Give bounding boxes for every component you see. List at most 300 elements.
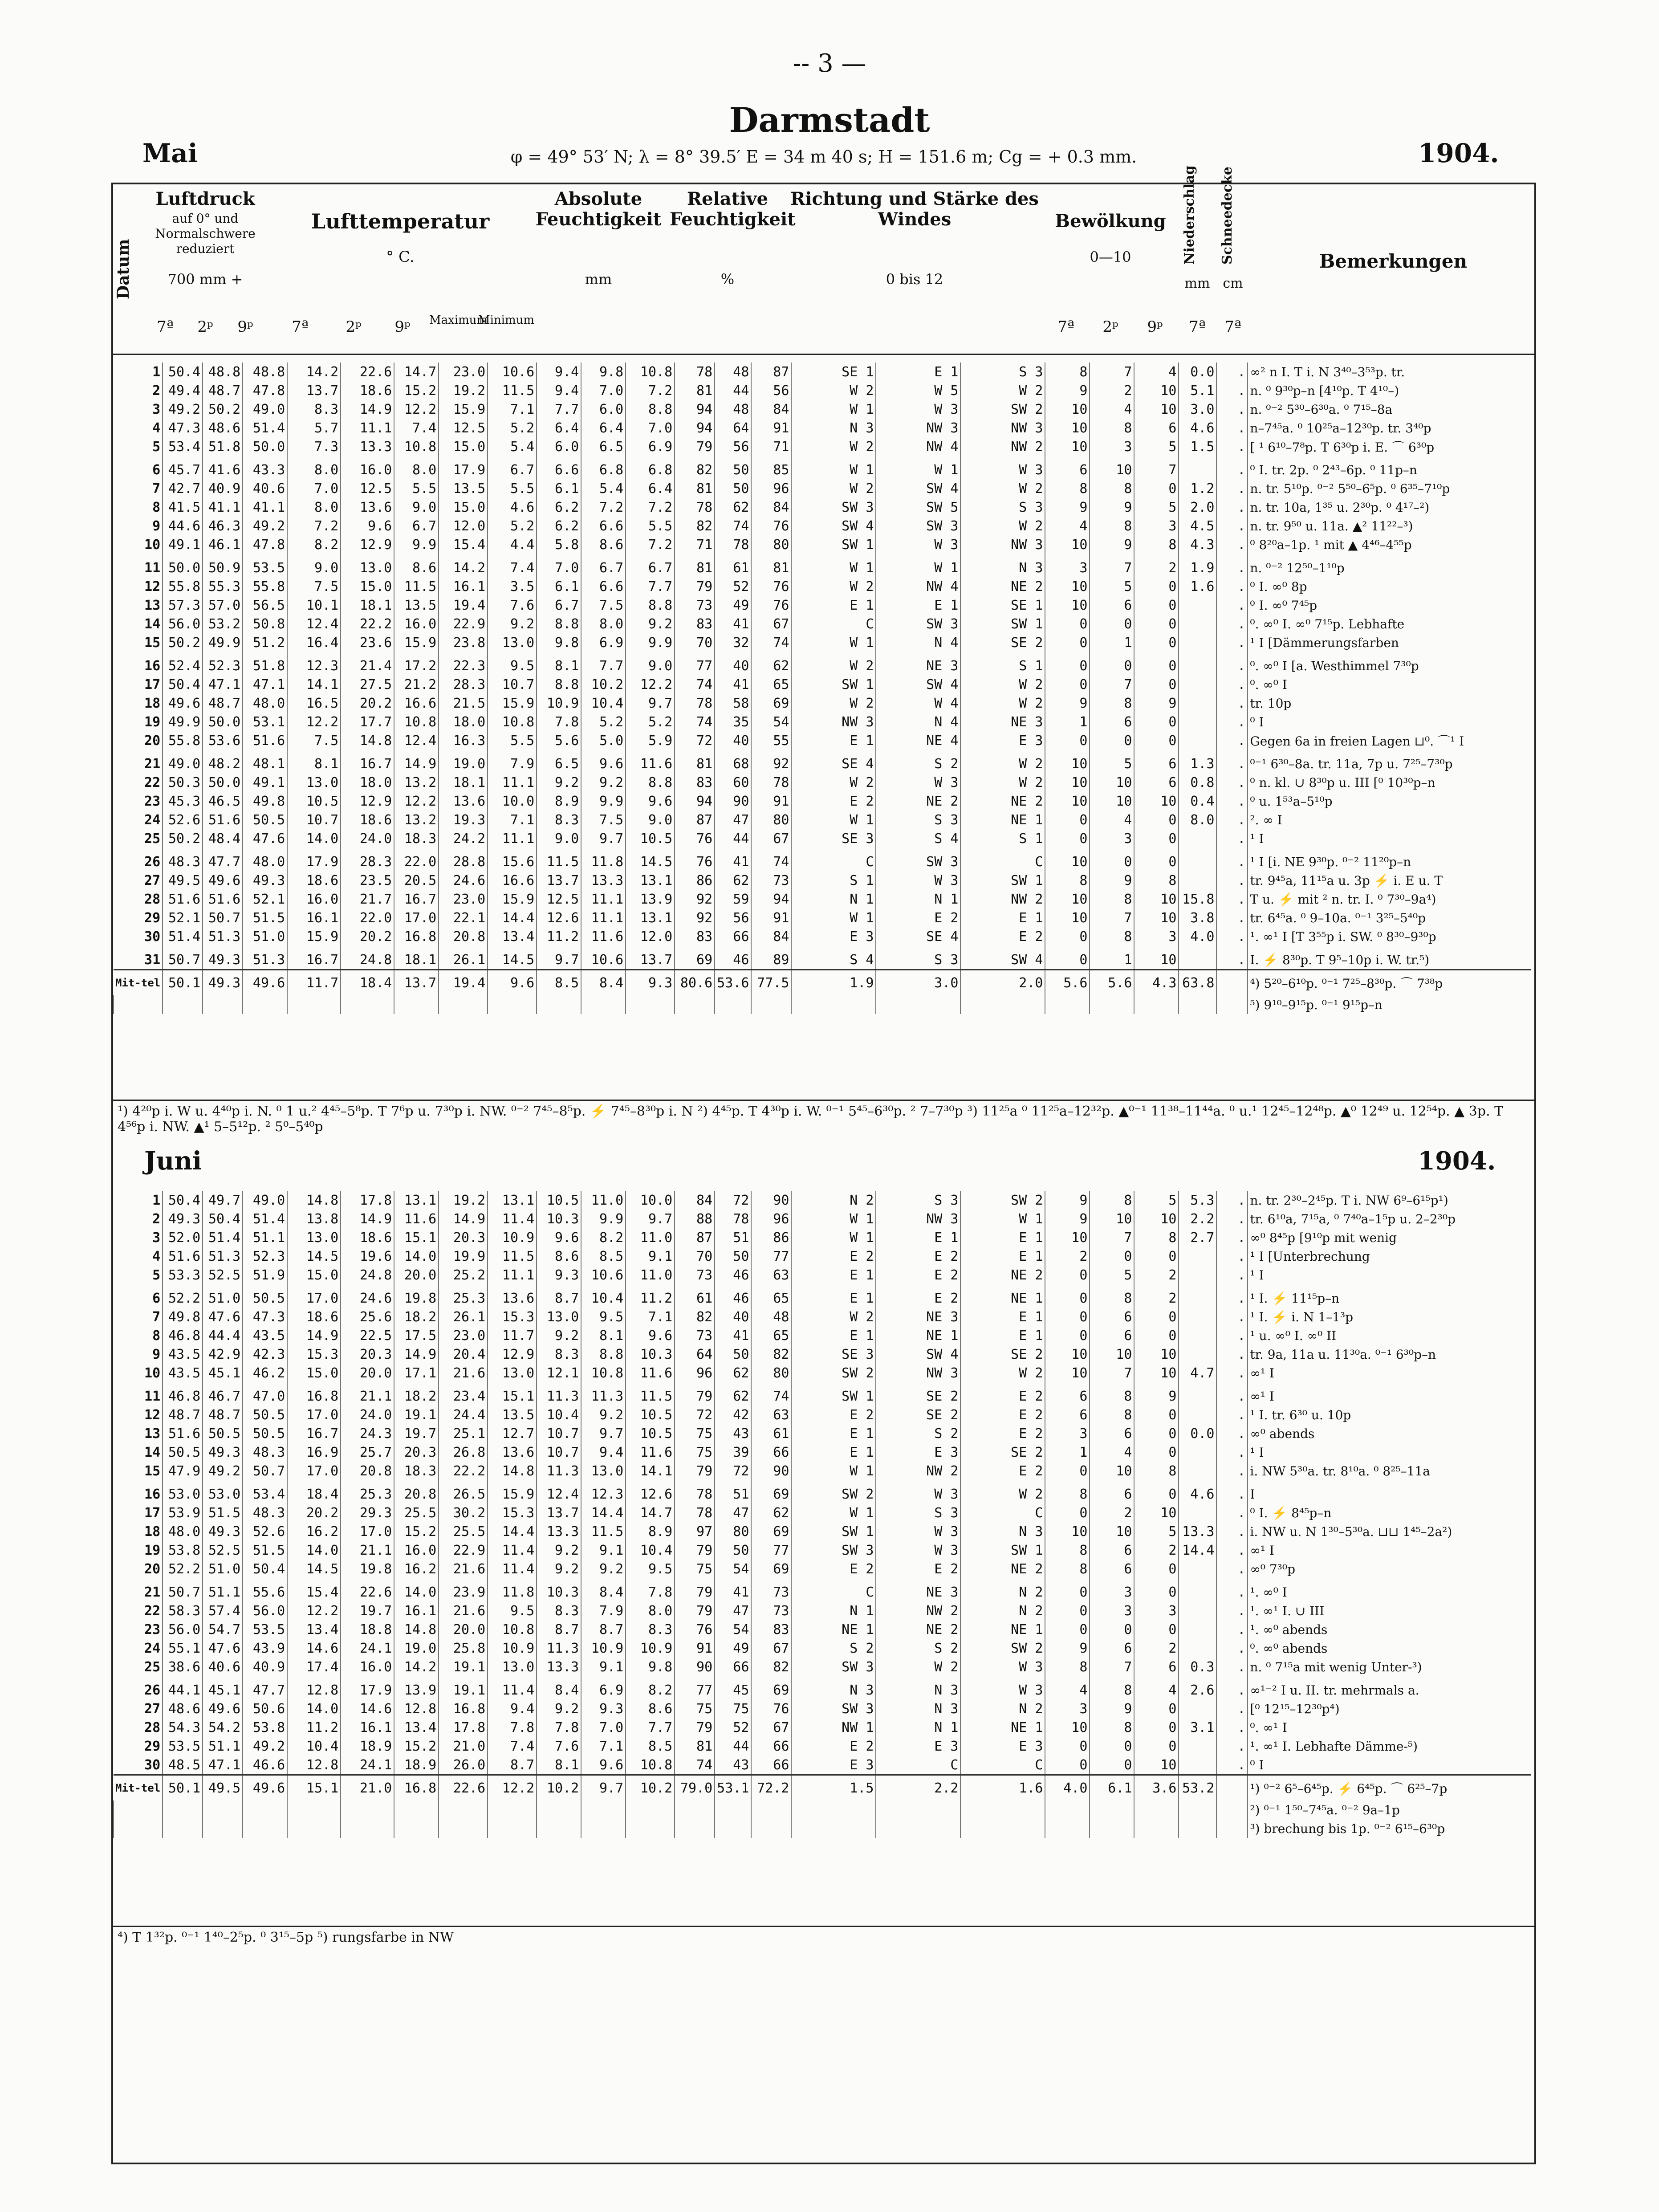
value-cell: 64: [715, 419, 751, 437]
remark-cell: tr. 9a, 11a u. 11³⁰a. ⁰⁻¹ 6³⁰p–n: [1248, 1345, 1531, 1364]
value-cell: 56: [715, 908, 751, 927]
value-cell: 50.2: [163, 829, 203, 848]
value-cell: 62: [715, 1382, 751, 1405]
value-cell: W 2: [791, 479, 876, 498]
value-cell: 2: [1134, 1284, 1179, 1308]
remark-cell: ⁰ I: [1248, 1756, 1531, 1775]
value-cell: NW 3: [791, 713, 876, 731]
value-cell: 12.0: [626, 927, 675, 946]
blank-cell: [488, 1819, 537, 1838]
value-cell: 0: [1045, 652, 1090, 675]
value-cell: 53.5: [163, 1737, 203, 1756]
remark-cell: ⁰. ∞⁰ abends: [1248, 1639, 1531, 1658]
value-cell: 13.7: [537, 871, 581, 890]
value-cell: 79: [675, 577, 715, 596]
value-cell: E 1: [791, 1326, 876, 1345]
value-cell: 5.7: [287, 419, 341, 437]
value-cell: N 1: [876, 890, 960, 908]
value-cell: 14.0: [287, 1541, 341, 1560]
value-cell: 62: [715, 498, 751, 517]
day-cell: 7: [152, 481, 161, 497]
value-cell: 74: [675, 713, 715, 731]
value-cell: 0: [1045, 1462, 1090, 1480]
value-cell: SW 1: [791, 1382, 876, 1405]
day-cell: 7: [152, 1309, 161, 1325]
blank-cell: [341, 1819, 394, 1838]
remark-cell: i. NW 5³⁰a. tr. 8¹⁰a. ⁰ 8²⁵–11a: [1248, 1462, 1531, 1480]
value-cell: 73: [675, 596, 715, 615]
value-cell: 7.0: [581, 1718, 626, 1737]
value-cell: C: [791, 1578, 876, 1601]
value-cell: 50.2: [203, 400, 243, 419]
value-cell: 10: [1134, 946, 1179, 970]
value-cell: 47: [715, 1503, 751, 1522]
value-cell: 16.4: [287, 633, 341, 652]
mean-cell: 8.4: [581, 970, 626, 996]
blank-cell: [1216, 1801, 1248, 1819]
value-cell: 15.0: [341, 577, 394, 596]
value-cell: [1179, 1756, 1216, 1775]
blank-cell: [394, 1801, 439, 1819]
value-cell: 62: [715, 1364, 751, 1382]
remark-cell: ¹. ∞¹ I [T 3⁵⁵p i. SW. ⁰ 8³⁰–9³⁰p: [1248, 927, 1531, 946]
value-cell: 46.8: [163, 1326, 203, 1345]
value-cell: 13.9: [626, 890, 675, 908]
value-cell: 8: [1090, 1382, 1134, 1405]
blank-cell: [791, 995, 876, 1014]
value-cell: 24.4: [439, 1405, 488, 1424]
value-cell: 18.8: [341, 1620, 394, 1639]
value-cell: 47.1: [203, 675, 243, 694]
table-row: [114, 1658, 1531, 1676]
value-cell: 11.2: [626, 1284, 675, 1308]
value-cell: N 1: [791, 1601, 876, 1620]
value-cell: 13.0: [287, 1228, 341, 1247]
value-cell: 78: [675, 498, 715, 517]
value-cell: 9.5: [488, 1601, 537, 1620]
value-cell: 8.4: [537, 1676, 581, 1699]
value-cell: 50.8: [243, 615, 287, 633]
value-cell: W 3: [876, 1522, 960, 1541]
table-row: [114, 908, 1531, 927]
value-cell: 23.8: [439, 633, 488, 652]
blank-cell: [1045, 1819, 1090, 1838]
blank-cell: [203, 1819, 243, 1838]
value-cell: [1179, 1284, 1216, 1308]
value-cell: 8.8: [626, 400, 675, 419]
value-cell: 14.1: [626, 1462, 675, 1480]
value-cell: 10.4: [581, 694, 626, 713]
value-cell: 51.5: [243, 908, 287, 927]
value-cell: 14.0: [287, 1699, 341, 1718]
value-cell: 10.6: [488, 363, 537, 381]
value-cell: 15.3: [488, 1308, 537, 1326]
day-cell: 19: [144, 1542, 161, 1558]
value-cell: 51.8: [243, 652, 287, 675]
value-cell: 20.3: [394, 1443, 439, 1462]
value-cell: 94: [675, 419, 715, 437]
blank-cell: [1045, 1801, 1090, 1819]
value-cell: 32: [715, 633, 751, 652]
day-cell: 18: [144, 1524, 161, 1540]
mean-cell: 10.2: [626, 1775, 675, 1801]
value-cell: 0: [1134, 1247, 1179, 1266]
value-cell: 14.9: [394, 750, 439, 773]
value-cell: W 2: [791, 652, 876, 675]
value-cell: 13.4: [488, 927, 537, 946]
value-cell: 52.5: [203, 1266, 243, 1284]
remark-cell: [⁰ 12¹⁵–12³⁰p⁴): [1248, 1699, 1531, 1718]
value-cell: 7: [1090, 908, 1134, 927]
value-cell: 49.3: [203, 1443, 243, 1462]
value-cell: 46.6: [243, 1756, 287, 1775]
value-cell: 8.7: [537, 1284, 581, 1308]
value-cell: 0: [1045, 1756, 1090, 1775]
blank-cell: [960, 995, 1045, 1014]
value-cell: 51: [715, 1228, 751, 1247]
value-cell: [1179, 694, 1216, 713]
day-cell: 16: [144, 1486, 161, 1502]
value-cell: 7.8: [626, 1578, 675, 1601]
value-cell: 9.6: [626, 792, 675, 811]
value-cell: 11.6: [581, 927, 626, 946]
value-cell: 10.0: [626, 1191, 675, 1210]
value-cell: [1179, 1326, 1216, 1345]
value-cell: 16.8: [394, 927, 439, 946]
value-cell: 18.6: [341, 811, 394, 829]
mean-cell: 19.4: [439, 970, 488, 996]
value-cell: 2: [1045, 1247, 1090, 1266]
value-cell: 41: [715, 675, 751, 694]
value-cell: 60: [715, 773, 751, 792]
value-cell: 13.0: [488, 1364, 537, 1382]
value-cell: W 1: [791, 908, 876, 927]
value-cell: 10: [1045, 535, 1090, 554]
table-row: [114, 554, 1531, 577]
value-cell: 11.0: [626, 1228, 675, 1247]
value-cell: 46.7: [203, 1382, 243, 1405]
value-cell: 4.6: [1179, 419, 1216, 437]
header-abs-feucht: Absolute Feuchtigkeit: [535, 188, 662, 230]
blank-cell: [203, 1801, 243, 1819]
value-cell: 49.2: [243, 1737, 287, 1756]
value-cell: 20.8: [439, 927, 488, 946]
blank-cell: [1090, 1819, 1134, 1838]
header-schnee-unit: cm: [1223, 276, 1243, 291]
value-cell: 9.5: [488, 652, 537, 675]
value-cell: [1179, 848, 1216, 871]
value-cell: 11.2: [537, 927, 581, 946]
value-cell: 74: [751, 848, 791, 871]
value-cell: 45.1: [203, 1676, 243, 1699]
day-cell: 5: [152, 439, 161, 455]
value-cell: 90: [675, 1658, 715, 1676]
value-cell: E 1: [791, 1424, 876, 1443]
value-cell: 24.1: [341, 1639, 394, 1658]
header-lufttemp: Lufttemperatur: [311, 209, 490, 233]
value-cell: 0: [1045, 1326, 1090, 1345]
value-cell: 7.4: [488, 1737, 537, 1756]
value-cell: .: [1216, 890, 1248, 908]
value-cell: 48.3: [243, 1443, 287, 1462]
blank-cell: [751, 1819, 791, 1838]
value-cell: 0: [1045, 1308, 1090, 1326]
value-cell: E 2: [960, 1462, 1045, 1480]
table-row: [114, 675, 1531, 694]
value-cell: 6.0: [537, 437, 581, 456]
value-cell: 19.9: [439, 1247, 488, 1266]
value-cell: .: [1216, 1228, 1248, 1247]
mean-row: [114, 1775, 1531, 1801]
value-cell: 23.9: [439, 1578, 488, 1601]
june-header: [113, 1142, 1534, 1176]
value-cell: 47.8: [243, 535, 287, 554]
value-cell: 23.6: [341, 633, 394, 652]
value-cell: 12.8: [287, 1676, 341, 1699]
value-cell: 12.7: [488, 1424, 537, 1443]
value-cell: 0: [1090, 652, 1134, 675]
value-cell: 5.3: [1179, 1191, 1216, 1210]
value-cell: 96: [751, 479, 791, 498]
value-cell: 50: [715, 479, 751, 498]
value-cell: 2.6: [1179, 1676, 1216, 1699]
value-cell: 16.7: [287, 1424, 341, 1443]
mean-cell: 18.4: [341, 970, 394, 996]
value-cell: 6: [1090, 713, 1134, 731]
value-cell: 16.5: [287, 694, 341, 713]
value-cell: 11.8: [488, 1578, 537, 1601]
value-cell: 11.4: [488, 1676, 537, 1699]
value-cell: 8: [1134, 1228, 1179, 1247]
value-cell: 1: [1045, 1443, 1090, 1462]
day-cell: 28: [144, 891, 161, 907]
day-cell: 30: [144, 929, 161, 945]
value-cell: 10: [1045, 750, 1090, 773]
value-cell: 15.0: [439, 437, 488, 456]
value-cell: 8: [1134, 1462, 1179, 1480]
value-cell: 8: [1090, 479, 1134, 498]
value-cell: 5.5: [488, 731, 537, 750]
value-cell: 13.4: [287, 1620, 341, 1639]
value-cell: W 1: [791, 400, 876, 419]
value-cell: 24.8: [341, 946, 394, 970]
value-cell: 14.8: [287, 1191, 341, 1210]
value-cell: 41.5: [163, 498, 203, 517]
value-cell: E 1: [960, 908, 1045, 927]
value-cell: 49.0: [163, 750, 203, 773]
value-cell: 9: [1045, 694, 1090, 713]
value-cell: N 3: [876, 1676, 960, 1699]
value-cell: 76: [751, 1699, 791, 1718]
day-cell: 23: [144, 793, 161, 809]
value-cell: 6.4: [581, 419, 626, 437]
value-cell: N 3: [960, 1522, 1045, 1541]
day-cell: 6: [152, 1290, 161, 1306]
value-cell: 10: [1134, 890, 1179, 908]
value-cell: 19.1: [439, 1658, 488, 1676]
value-cell: 9: [1045, 498, 1090, 517]
value-cell: 79: [675, 1718, 715, 1737]
blank-cell: [626, 1801, 675, 1819]
table-row: [114, 363, 1531, 381]
mean-cell: 21.0: [341, 1775, 394, 1801]
value-cell: 73: [675, 1326, 715, 1345]
value-cell: 10.4: [287, 1737, 341, 1756]
value-cell: 7.9: [581, 1601, 626, 1620]
value-cell: 2: [1134, 1639, 1179, 1658]
value-cell: 22.5: [341, 1326, 394, 1345]
value-cell: 30.2: [439, 1503, 488, 1522]
value-cell: 9.2: [537, 1326, 581, 1345]
value-cell: 80: [751, 535, 791, 554]
value-cell: 8.6: [626, 1699, 675, 1718]
value-cell: 0: [1045, 1578, 1090, 1601]
value-cell: 84: [751, 927, 791, 946]
mean-cell: 13.7: [394, 970, 439, 996]
value-cell: 83: [675, 615, 715, 633]
remark-cell: ⁰ 8²⁰a–1p. ¹ mit ▲ 4⁴⁶–4⁵⁵p: [1248, 535, 1531, 554]
value-cell: NE 1: [960, 1620, 1045, 1639]
value-cell: 69: [675, 946, 715, 970]
value-cell: S 2: [791, 1639, 876, 1658]
value-cell: 8.0: [581, 615, 626, 633]
blank-cell: [1179, 1819, 1216, 1838]
value-cell: 55.1: [163, 1639, 203, 1658]
table-row: [114, 890, 1531, 908]
value-cell: 10.6: [581, 946, 626, 970]
value-cell: SE 3: [791, 1345, 876, 1364]
value-cell: 41.1: [203, 498, 243, 517]
value-cell: E 2: [791, 1247, 876, 1266]
value-cell: [1179, 675, 1216, 694]
value-cell: 50.7: [163, 946, 203, 970]
value-cell: 7.2: [287, 517, 341, 535]
month-label-may: Mai: [142, 138, 198, 168]
value-cell: 44.1: [163, 1676, 203, 1699]
value-cell: .: [1216, 381, 1248, 400]
value-cell: 12.9: [341, 792, 394, 811]
value-cell: 14.9: [341, 1210, 394, 1228]
value-cell: 15.9: [287, 927, 341, 946]
value-cell: 1.9: [1179, 554, 1216, 577]
value-cell: 14.8: [341, 731, 394, 750]
header-bemerkungen: Bemerkungen: [1319, 250, 1468, 272]
value-cell: 10: [1090, 456, 1134, 479]
mean-cell: 1.9: [791, 970, 876, 996]
value-cell: 39: [715, 1443, 751, 1462]
value-cell: 7.4: [488, 554, 537, 577]
value-cell: 6.4: [537, 419, 581, 437]
value-cell: 7.0: [287, 479, 341, 498]
value-cell: 3.0: [1179, 400, 1216, 419]
value-cell: 20.2: [341, 694, 394, 713]
value-cell: 10.5: [626, 1405, 675, 1424]
value-cell: 9.0: [537, 829, 581, 848]
value-cell: 9.9: [581, 1210, 626, 1228]
value-cell: 70: [675, 633, 715, 652]
table-row: [114, 713, 1531, 731]
value-cell: 13.1: [626, 908, 675, 927]
remark-cell: ¹ u. ∞⁰ I. ∞⁰ II: [1248, 1326, 1531, 1345]
sub-temp-7a: 7ª: [292, 318, 309, 336]
value-cell: 27.5: [341, 675, 394, 694]
value-cell: 51: [715, 1480, 751, 1503]
value-cell: 54: [715, 1560, 751, 1578]
value-cell: 56.5: [243, 596, 287, 615]
blank-cell: [751, 1801, 791, 1819]
value-cell: 78: [675, 1480, 715, 1503]
value-cell: NE 3: [876, 652, 960, 675]
blank-cell: [1179, 995, 1216, 1014]
value-cell: 76: [751, 577, 791, 596]
mean-cell: ¹) ⁰⁻² 6⁵–6⁴⁵p. ⚡ 6⁴⁵p. ⌒ 6²⁵–7p: [1248, 1775, 1531, 1801]
value-cell: 10.7: [537, 1443, 581, 1462]
blank-cell: [626, 1819, 675, 1838]
value-cell: 8.3: [537, 1601, 581, 1620]
value-cell: 47.1: [203, 1756, 243, 1775]
value-cell: 91: [675, 1639, 715, 1658]
day-cell: 14: [144, 1444, 161, 1460]
value-cell: W 2: [960, 517, 1045, 535]
value-cell: 82: [675, 517, 715, 535]
value-cell: 5: [1090, 750, 1134, 773]
blank-cell: [203, 995, 243, 1014]
value-cell: W 2: [791, 694, 876, 713]
value-cell: 7.3: [287, 437, 341, 456]
value-cell: 10.5: [537, 1191, 581, 1210]
value-cell: 18.1: [394, 946, 439, 970]
value-cell: 48.0: [243, 694, 287, 713]
value-cell: N 1: [791, 890, 876, 908]
day-cell: 10: [144, 1365, 161, 1381]
june-footnote: ⁴) T 1³²p. ⁰⁻¹ 1⁴⁰–2⁵p. ⁰ 3¹⁵–5p ⁵) rungsfarbe in NW: [113, 1926, 1534, 1948]
value-cell: 28.3: [341, 848, 394, 871]
value-cell: [1179, 1699, 1216, 1718]
value-cell: C: [791, 615, 876, 633]
value-cell: 1: [1090, 946, 1134, 970]
value-cell: 8: [1090, 1405, 1134, 1424]
remark-cell: ∞⁰ 8⁴⁵p [9¹⁰p mit wenig: [1248, 1228, 1531, 1247]
value-cell: 49.0: [243, 400, 287, 419]
value-cell: NW 2: [960, 890, 1045, 908]
value-cell: E 1: [876, 596, 960, 615]
value-cell: 20.3: [439, 1228, 488, 1247]
value-cell: 53.2: [203, 615, 243, 633]
value-cell: 3: [1045, 1424, 1090, 1443]
value-cell: 9.2: [488, 615, 537, 633]
value-cell: 50.7: [243, 1462, 287, 1480]
value-cell: N 3: [876, 1699, 960, 1718]
value-cell: 9.6: [581, 750, 626, 773]
value-cell: 0: [1134, 1737, 1179, 1756]
value-cell: 0: [1134, 1326, 1179, 1345]
value-cell: 14.6: [341, 1699, 394, 1718]
value-cell: NE 4: [876, 731, 960, 750]
value-cell: 52.0: [163, 1228, 203, 1247]
value-cell: [1179, 1405, 1216, 1424]
value-cell: 83: [751, 1620, 791, 1639]
value-cell: E 3: [876, 1737, 960, 1756]
value-cell: 10.0: [488, 792, 537, 811]
value-cell: N 2: [960, 1699, 1045, 1718]
remark-cell: ¹. ∞¹ I. ∪ III: [1248, 1601, 1531, 1620]
value-cell: 78: [715, 1210, 751, 1228]
value-cell: 76: [751, 596, 791, 615]
value-cell: 74: [715, 517, 751, 535]
day-cell: 14: [144, 616, 161, 632]
value-cell: 43: [715, 1756, 751, 1775]
value-cell: 9.0: [394, 498, 439, 517]
